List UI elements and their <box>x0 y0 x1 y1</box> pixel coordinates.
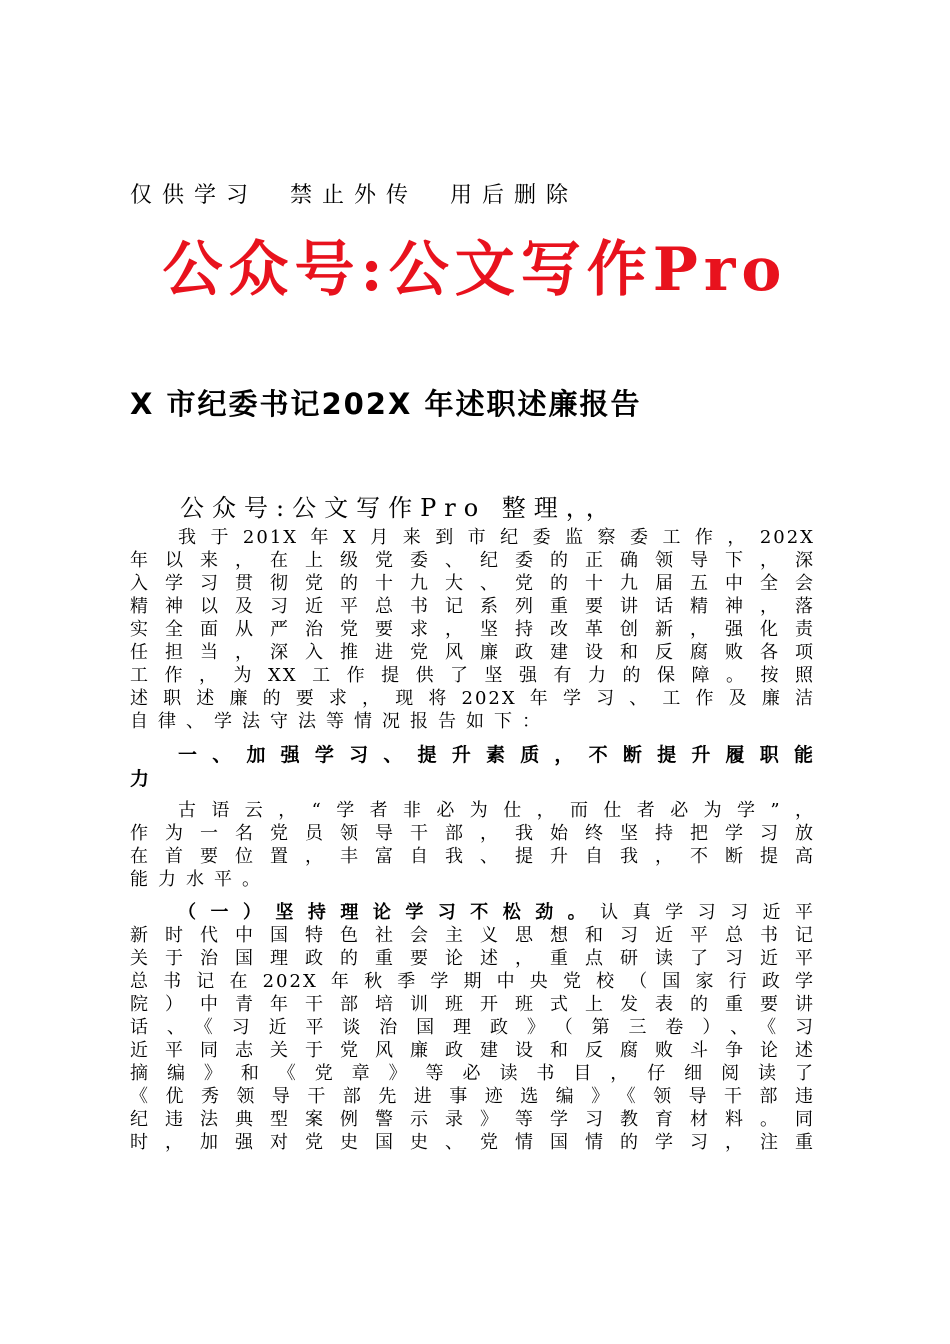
theory-study-paragraph <box>130 901 815 1154</box>
paragraph-line: 入学习贯彻党的十九大、党的十九届五中全会 <box>130 573 815 594</box>
document-title: X 市纪委书记202X 年述职述廉报告 <box>130 387 642 421</box>
paragraph-line: 在首要位置，丰富自我、提升自我，不断提高 <box>130 846 815 867</box>
paragraph-line: 话、《习近平谈治国理政》（第三卷）、《习 <box>130 1017 815 1038</box>
paragraph-line: 纪违法典型案例警示录》等学习教育材料。同 <box>130 1109 815 1130</box>
paragraph-line: 古语云，“学者非必为仕，而仕者必为学”， <box>178 800 815 821</box>
paragraph-line: 时，加强对党史国史、党情国情的学习，注重 <box>130 1132 815 1153</box>
source-line: 公众号:公文写作Pro 整理，， <box>180 494 618 522</box>
paragraph-line: 《优秀领导干部先进事迹选编》《领导干部违 <box>130 1086 815 1107</box>
intro-paragraph <box>130 526 815 733</box>
section-heading-1 <box>130 743 815 791</box>
paragraph-text: 认真学习习近平 <box>600 902 816 923</box>
paragraph-line <box>130 901 815 924</box>
paragraph-line: 我于201X年X月来到市纪委监察委工作，202X <box>178 527 815 548</box>
paragraph-line: 工作，为XX工作提供了坚强有力的保障。按照 <box>130 665 815 686</box>
brand-banner: 公众号:公文写作Pro <box>162 235 788 305</box>
heading-line: 一、加强学习、提升素质，不断提升履职能 <box>178 744 815 766</box>
paragraph-line: 新时代中国特色社会主义思想和习近平总书记 <box>130 925 815 946</box>
paragraph-line: 院）中青年干部培训班开班式上发表的重要讲 <box>130 994 815 1015</box>
document-body <box>130 526 815 1154</box>
paragraph-line: 年以来，在上级党委、纪委的正确领导下，深 <box>130 550 815 571</box>
paragraph-line: 自律、学法守法等情况报告如下： <box>130 711 550 732</box>
paragraph-line: 总书记在202X年秋季学期中央党校（国家行政学 <box>130 971 815 992</box>
paragraph-line: 任担当，深入推进党风廉政建设和反腐败各项 <box>130 642 815 663</box>
paragraph-line: 实全面从严治党要求，坚持改革创新，强化责 <box>130 619 815 640</box>
paragraph-line: 关于治国理政的重要论述，重点研读了习近平 <box>130 948 815 969</box>
paragraph-line: 能力水平。 <box>130 869 270 890</box>
heading-line: 力 <box>130 768 152 790</box>
paragraph-line: 述职述廉的要求，现将202X年学习、工作及廉洁 <box>130 688 815 709</box>
quote-paragraph <box>130 799 815 891</box>
restriction-notice: 仅供学习 禁止外传 用后删除 <box>130 183 579 208</box>
paragraph-line: 近平同志关于党风廉政建设和反腐败斗争论述 <box>130 1040 815 1061</box>
paragraph-line: 精神以及习近平总书记系列重要讲话精神，落 <box>130 596 815 617</box>
subsection-heading: （一）坚持理论学习不松劲。 <box>178 902 601 923</box>
paragraph-line: 摘编》和《党章》等必读书目，仔细阅读了 <box>130 1063 815 1084</box>
paragraph-line: 作为一名党员领导干部，我始终坚持把学习放 <box>130 823 815 844</box>
